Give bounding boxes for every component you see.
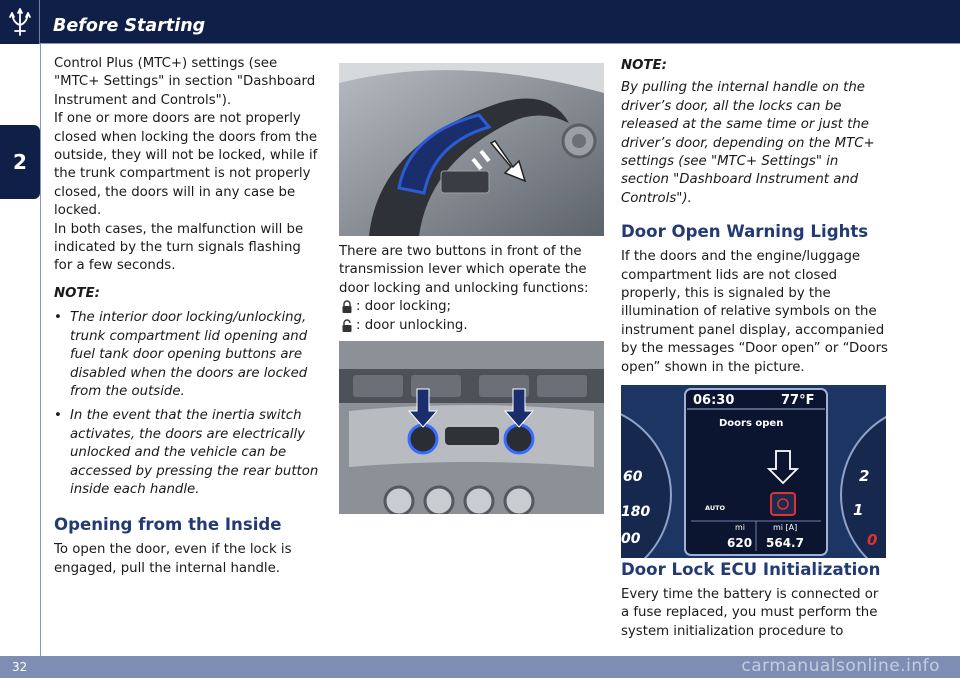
cluster-message: Doors open [719, 418, 784, 429]
note-bullet [54, 309, 320, 401]
page-title: Before Starting [53, 16, 206, 36]
bullet-marker: • [54, 408, 62, 424]
door-handle-figure [339, 63, 604, 236]
chapter-number: 2 [13, 150, 27, 174]
gauge-tick: 2 [859, 467, 870, 485]
lock-item [339, 298, 601, 316]
gauge-tick: 00 [621, 531, 641, 547]
bullet-marker: • [54, 310, 62, 326]
paragraph: There are two buttons in front of the transmission lever which operate the door locking and unlocking functions: [339, 244, 589, 296]
unlock-label: : door unlocking. [356, 317, 468, 333]
paragraph: If the doors and the engine/luggage compartment lids are not closed properly, this is signaled by the illumination of relative symbols on the instrument panel display, accompanied by the messages “Door open” or “Doors open” shown in the picture. [621, 249, 888, 375]
cluster-auto: AUTO [705, 504, 726, 512]
note-text: By pulling the internal handle on the driver’s door, all the locks can be released at the same time or just the driver’s door, depending on the MTC+ settings (see "MTC+ Settings" in section "Dashboard Instrument and Controls"). [621, 80, 875, 206]
text-column-1 [54, 55, 320, 578]
text-column-2 [339, 243, 601, 335]
page-footer [0, 656, 960, 678]
padlock-open-icon [341, 319, 353, 333]
trident-logo-icon [0, 0, 40, 44]
paragraph: Control Plus (MTC+) settings (see "MTC+ Settings" in section "Dashboard Instrument and Controls"). [54, 56, 316, 108]
odo-value: 620 [727, 536, 753, 550]
gauge-tick: 1 [853, 501, 864, 519]
cluster-time: 06:30 [693, 393, 735, 408]
note-label: NOTE: [54, 285, 100, 301]
margin-divider [40, 44, 41, 656]
trip-unit: mi [A] [773, 523, 798, 532]
gauge-tick: 180 [621, 504, 651, 520]
text-column-3 [621, 57, 889, 377]
lock-label: : door locking; [356, 299, 451, 315]
page-header [0, 0, 960, 44]
trip-value: 564.7 [766, 536, 804, 550]
section-heading: Door Open Warning Lights [621, 222, 869, 242]
gauge-tick: 0 [867, 531, 878, 549]
section-heading: Door Lock ECU Initialization [621, 560, 881, 579]
watermark: carmanualsonline.info [741, 656, 940, 676]
instrument-cluster-figure [621, 385, 886, 558]
padlock-closed-icon [341, 300, 353, 314]
note-bullet [54, 407, 320, 499]
odo-unit: mi [735, 523, 746, 532]
cluster-temp: 77°F [781, 393, 815, 408]
gauge-tick: 60 [623, 469, 643, 485]
note-label: NOTE: [621, 58, 667, 73]
console-buttons-figure [339, 341, 604, 514]
text-column-3-lower [621, 560, 889, 641]
page-number: 32 [12, 660, 28, 674]
unlock-item [339, 317, 601, 335]
chapter-tab [0, 125, 40, 199]
bullet-text: In the event that the inertia switch activates, the doors are electrically unlocked and the vehicle can be accessed by pressing the rear button inside each handle. [70, 408, 319, 497]
header-divider [40, 43, 960, 44]
paragraph: In both cases, the malfunction will be indicated by the turn signals flashing for a few seconds. [54, 221, 304, 274]
section-heading: Opening from the Inside [54, 515, 282, 535]
paragraph: If one or more doors are not properly closed when locking the doors from the outside, they will not be locked, while if the trunk compartment is not properly closed, the doors will in any case be locked. [54, 111, 318, 219]
paragraph: Every time the battery is connected or a fuse replaced, you must perform the system initialization procedure to [621, 587, 879, 639]
bullet-text: The interior door locking/unlocking, trunk compartment lid opening and fuel tank door opening buttons are disabled when the doors are locked from the outside. [70, 310, 308, 399]
paragraph: To open the door, even if the lock is engaged, pull the internal handle. [54, 542, 292, 576]
